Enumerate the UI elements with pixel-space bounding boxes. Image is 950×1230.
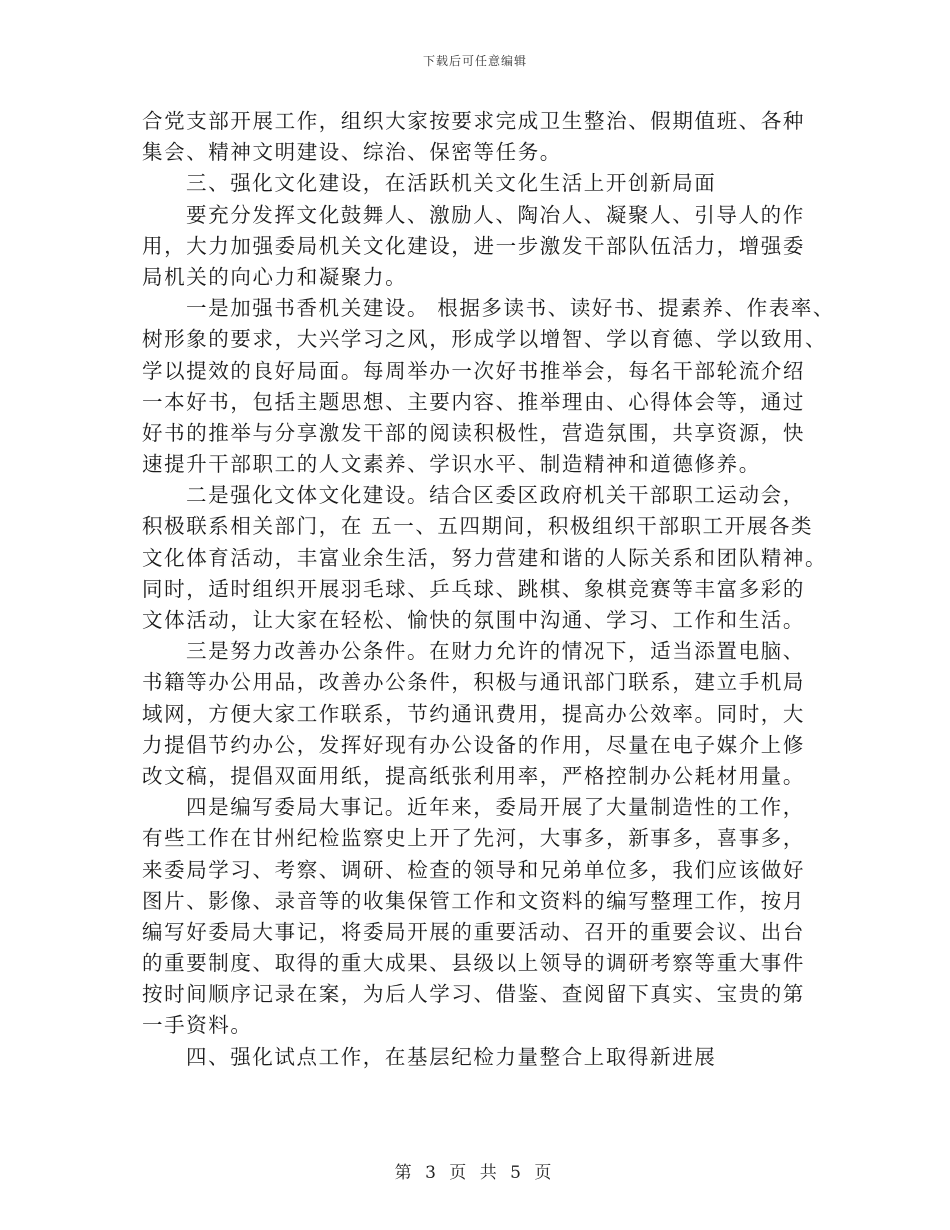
body-line: 域网，方便大家工作联系，节约通讯费用，提高办公效率。同时，大 xyxy=(142,701,805,726)
body-line: 树形象的要求，大兴学习之风，形成学以增智、学以育德、学以致用、 xyxy=(142,327,828,352)
body-line: 一手资料。 xyxy=(142,1013,253,1038)
body-line: 同时，适时组织开展羽毛球、乒乓球、跳棋、象棋竞赛等丰富多彩的 xyxy=(142,576,805,601)
body-line: 局机关的向心力和凝聚力。 xyxy=(142,264,408,289)
body-line: 力提倡节约办公，发挥好现有办公设备的作用，尽量在电子媒介上修 xyxy=(142,732,805,757)
body-line: 要充分发挥文化鼓舞人、激励人、陶冶人、凝聚人、引导人的作 xyxy=(186,202,805,227)
body-line: 积极联系相关部门，在 五一、五四期间，积极组织干部职工开展各类 xyxy=(142,514,814,539)
body-line: 集会、精神文明建设、综治、保密等任务。 xyxy=(142,140,562,165)
body-line: 的重要制度、取得的重大成果、县级以上领导的调研考察等重大事件 xyxy=(142,951,805,976)
body-line: 二是强化文体文化建设。结合区委区政府机关干部职工运动会， xyxy=(186,483,805,508)
body-line: 一本好书，包括主题思想、主要内容、推举理由、心得体会等，通过 xyxy=(142,389,805,414)
page-number-footer: 第 3 页 共 5 页 xyxy=(394,1163,556,1183)
section-heading: 三、强化文化建设，在活跃机关文化生活上开创新局面 xyxy=(186,171,717,196)
body-line: 三是努力改善办公条件。在财力允许的情况下，适当添置电脑、 xyxy=(186,639,805,664)
body-line: 文化体育活动，丰富业余生活，努力营建和谐的人际关系和团队精神。 xyxy=(142,545,828,570)
section-heading: 四、强化试点工作，在基层纪检力量整合上取得新进展 xyxy=(186,1044,717,1069)
body-line: 改文稿，提倡双面用纸，提高纸张利用率，严格控制办公耗材用量。 xyxy=(142,763,805,788)
body-line: 来委局学习、考察、调研、检查的领导和兄弟单位多，我们应该做好 xyxy=(142,857,805,882)
body-line: 四是编写委局大事记。近年来，委局开展了大量制造性的工作， xyxy=(186,795,805,820)
body-line: 有些工作在甘州纪检监察史上开了先河，大事多，新事多，喜事多， xyxy=(142,826,805,851)
body-line: 编写好委局大事记，将委局开展的重要活动、召开的重要会议、出台 xyxy=(142,919,805,944)
body-line: 图片、影像、录音等的收集保管工作和文资料的编写整理工作，按月 xyxy=(142,888,805,913)
document-body xyxy=(142,106,836,1073)
body-line: 文体活动，让大家在轻松、愉快的氛围中沟通、学习、工作和生活。 xyxy=(142,608,805,632)
page-header: 下载后可任意编辑 xyxy=(422,54,527,68)
body-line: 书籍等办公用品，改善办公条件，积极与通讯部门联系，建立手机局 xyxy=(142,670,805,695)
body-line: 好书的推举与分享激发干部的阅读积极性，营造氛围，共享资源，快 xyxy=(142,420,805,445)
body-line: 速提升干部职工的人文素养、学识水平、制造精神和道德修养。 xyxy=(142,452,761,477)
body-line: 合党支部开展工作，组织大家按要求完成卫生整治、假期值班、各种 xyxy=(142,109,805,133)
body-line: 一是加强书香机关建设。 根据多读书、读好书、提素养、作表率、 xyxy=(186,296,836,321)
body-line: 用，大力加强委局机关文化建设，进一步激发干部队伍活力，增强委 xyxy=(142,233,805,258)
body-line: 学以提效的良好局面。每周举办一次好书推举会，每名干部轮流介绍 xyxy=(142,358,805,383)
body-line: 按时间顺序记录在案，为后人学习、借鉴、查阅留下真实、宝贵的第 xyxy=(142,982,805,1007)
